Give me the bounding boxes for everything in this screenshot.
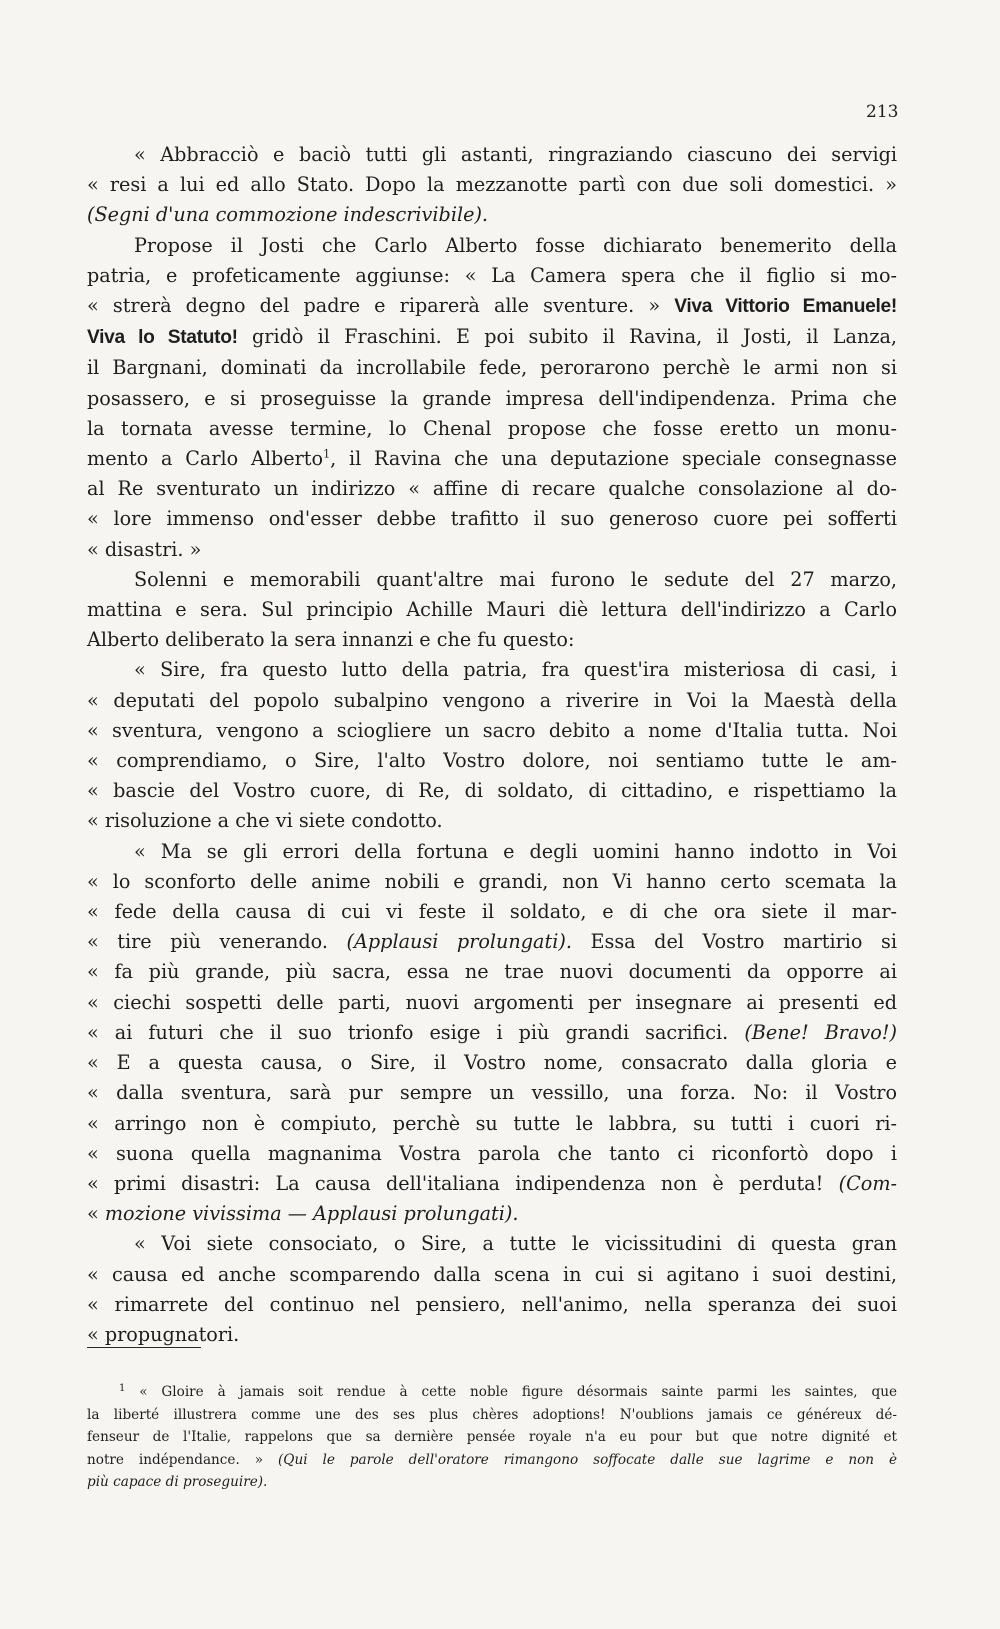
footnote-line	[87, 1449, 897, 1472]
body-text	[87, 140, 897, 1350]
text-line: « ciechi sospetti delle parti, nuovi argomenti per insegnare ai presenti ed	[87, 990, 897, 1014]
text-line: Alberto deliberato la sera innanzi e che fu questo:	[87, 628, 575, 652]
text-line: « lore immenso ond'esser debbe trafitto il suo generoso cuore pei sofferti	[87, 507, 897, 531]
text-segment: gridò il Fraschini. E poi subito il Ravina, il Josti, il Lanza,	[252, 325, 897, 349]
text-line	[87, 1169, 897, 1199]
text-line: la tornata avesse termine, lo Chenal propose che fosse eretto un monu-	[87, 416, 897, 440]
page-number: 213	[866, 102, 899, 122]
text-line: « suona quella magnanima Vostra parola che tanto ci riconfortò dopo i	[87, 1141, 897, 1165]
footnote-marker: 1	[119, 1383, 126, 1394]
text-line: « Ma se gli errori della fortuna e degli uomini hanno indotto in Voi	[134, 839, 897, 863]
text-segment: « Gloire à jamais soit rendue à cette noble figure désormais sainte parmi les saintes, que	[139, 1384, 897, 1400]
text-line: Propose il Josti che Carlo Alberto fosse dichiarato benemerito della	[134, 233, 897, 257]
text-line: « dalla sventura, sarà pur sempre un vessillo, una forza. No: il Vostro	[87, 1081, 897, 1105]
text-line: « arringo non è compiuto, perchè su tutte le labbra, su tutti i cuori ri-	[87, 1111, 897, 1135]
text-line	[87, 1199, 897, 1229]
footnote-reference: 1	[323, 447, 331, 461]
footnote	[87, 1381, 897, 1494]
text-segment: « tire più venerando.	[87, 930, 328, 954]
text-line: al Re sventurato un indirizzo « affine di recare qualche consolazione al do-	[87, 477, 897, 501]
stage-direction: mozione vivissima — Applausi prolungati).	[104, 1202, 519, 1226]
footnote-line: fenseur de l'Italie, rappelons que sa dernière pensée royale n'a eu pour but que notre dignité et	[87, 1429, 897, 1445]
text-line	[87, 322, 897, 353]
text-line: « risoluzione a che vi siete condotto.	[87, 809, 443, 833]
text-line: « bascie del Vostro cuore, di Re, di soldato, di cittadino, e rispettiamo la	[87, 779, 897, 803]
stage-direction: (Com-	[838, 1171, 898, 1195]
text-segment: « strerà degno del padre e riparerà alle sventure. »	[87, 294, 661, 318]
stage-direction: (Applausi prolungati).	[346, 930, 572, 954]
text-line	[87, 444, 897, 474]
text-line	[87, 1018, 897, 1048]
text-line: il Bargnani, dominati da incrollabile fede, perorarono perchè le armi non si	[87, 356, 897, 380]
text-segment: Essa del Vostro martirio si	[590, 930, 897, 954]
stage-direction: (Bene! Bravo!)	[744, 1020, 898, 1044]
text-segment: , il Ravina che una deputazione speciale consegnasse	[330, 447, 897, 471]
text-line	[87, 291, 897, 322]
bold-acclamation: Viva lo Statuto!	[87, 327, 238, 349]
text-segment: «	[87, 1202, 99, 1226]
editorial-note: (Qui le parole dell'oratore rimangono soffocate dalle sue lagrime e non è	[278, 1451, 897, 1468]
text-line: patria, e profeticamente aggiunse: « La Camera spera che il figlio si mo-	[87, 263, 897, 287]
footnote-line: la liberté illustrera comme une des ses plus chères adoptions! N'oublions jamais ce généreux dé-	[87, 1406, 897, 1423]
footnote-line: più capace di proseguire).	[87, 1474, 268, 1490]
text-segment: « ai futuri che il suo trionfo esige i più grandi sacrifici.	[87, 1020, 729, 1044]
text-line: « deputati del popolo subalpino vengono a riverire in Voi la Maestà della	[87, 688, 897, 712]
text-line: « Abbracciò e baciò tutti gli astanti, ringraziando ciascuno dei servigi	[134, 143, 897, 166]
text-segment: mento a Carlo Alberto	[87, 447, 324, 471]
text-line: posassero, e si proseguisse la grande impresa dell'indipendenza. Prima che	[87, 386, 897, 410]
text-line: « fa più grande, più sacra, essa ne trae nuovi documenti da opporre ai	[87, 960, 897, 984]
text-line: « lo sconforto delle anime nobili e grandi, non Vi hanno certo scemata la	[87, 869, 897, 893]
text-line: « causa ed anche scomparendo dalla scena in cui si agitano i suoi destini,	[87, 1262, 897, 1286]
footnote-line	[87, 1381, 897, 1404]
text-line: « Sire, fra questo lutto della patria, fra quest'ira misteriosa di casi, i	[134, 658, 897, 682]
text-line: « Voi siete consociato, o Sire, a tutte le vicissitudini di questa gran	[134, 1232, 897, 1256]
footnote-divider	[87, 1347, 201, 1348]
text-line: « fede della causa di cui vi feste il soldato, e di che ora siete il mar-	[87, 900, 897, 924]
text-line: « disastri. »	[87, 537, 202, 561]
text-line: Solenni e memorabili quant'altre mai furono le sedute del 27 marzo,	[134, 567, 897, 591]
text-segment: « primi disastri: La causa dell'italiana indipendenza non è perduta!	[87, 1171, 824, 1195]
text-line: « resi a lui ed allo Stato. Dopo la mezzanotte partì con due soli domestici. »	[87, 173, 897, 197]
text-line: « propugnatori.	[87, 1322, 240, 1346]
text-segment: notre indépendance. »	[87, 1451, 264, 1468]
text-line: « comprendiamo, o Sire, l'alto Vostro dolore, noi sentiamo tutte le am-	[87, 749, 897, 773]
text-line: mattina e sera. Sul principio Achille Mauri diè lettura dell'indirizzo a Carlo	[87, 598, 897, 622]
text-line: (Segni d'una commozione indescrivibile).	[87, 203, 489, 227]
text-line: « sventura, vengono a sciogliere un sacro debito a nome d'Italia tutta. Noi	[87, 718, 897, 742]
text-line: « E a questa causa, o Sire, il Vostro nome, consacrato dalla gloria e	[87, 1051, 897, 1075]
text-line	[87, 927, 897, 957]
text-line: « rimarrete del continuo nel pensiero, nell'animo, nella speranza dei suoi	[87, 1292, 897, 1316]
bold-acclamation: Viva Vittorio Emanuele!	[674, 296, 897, 318]
